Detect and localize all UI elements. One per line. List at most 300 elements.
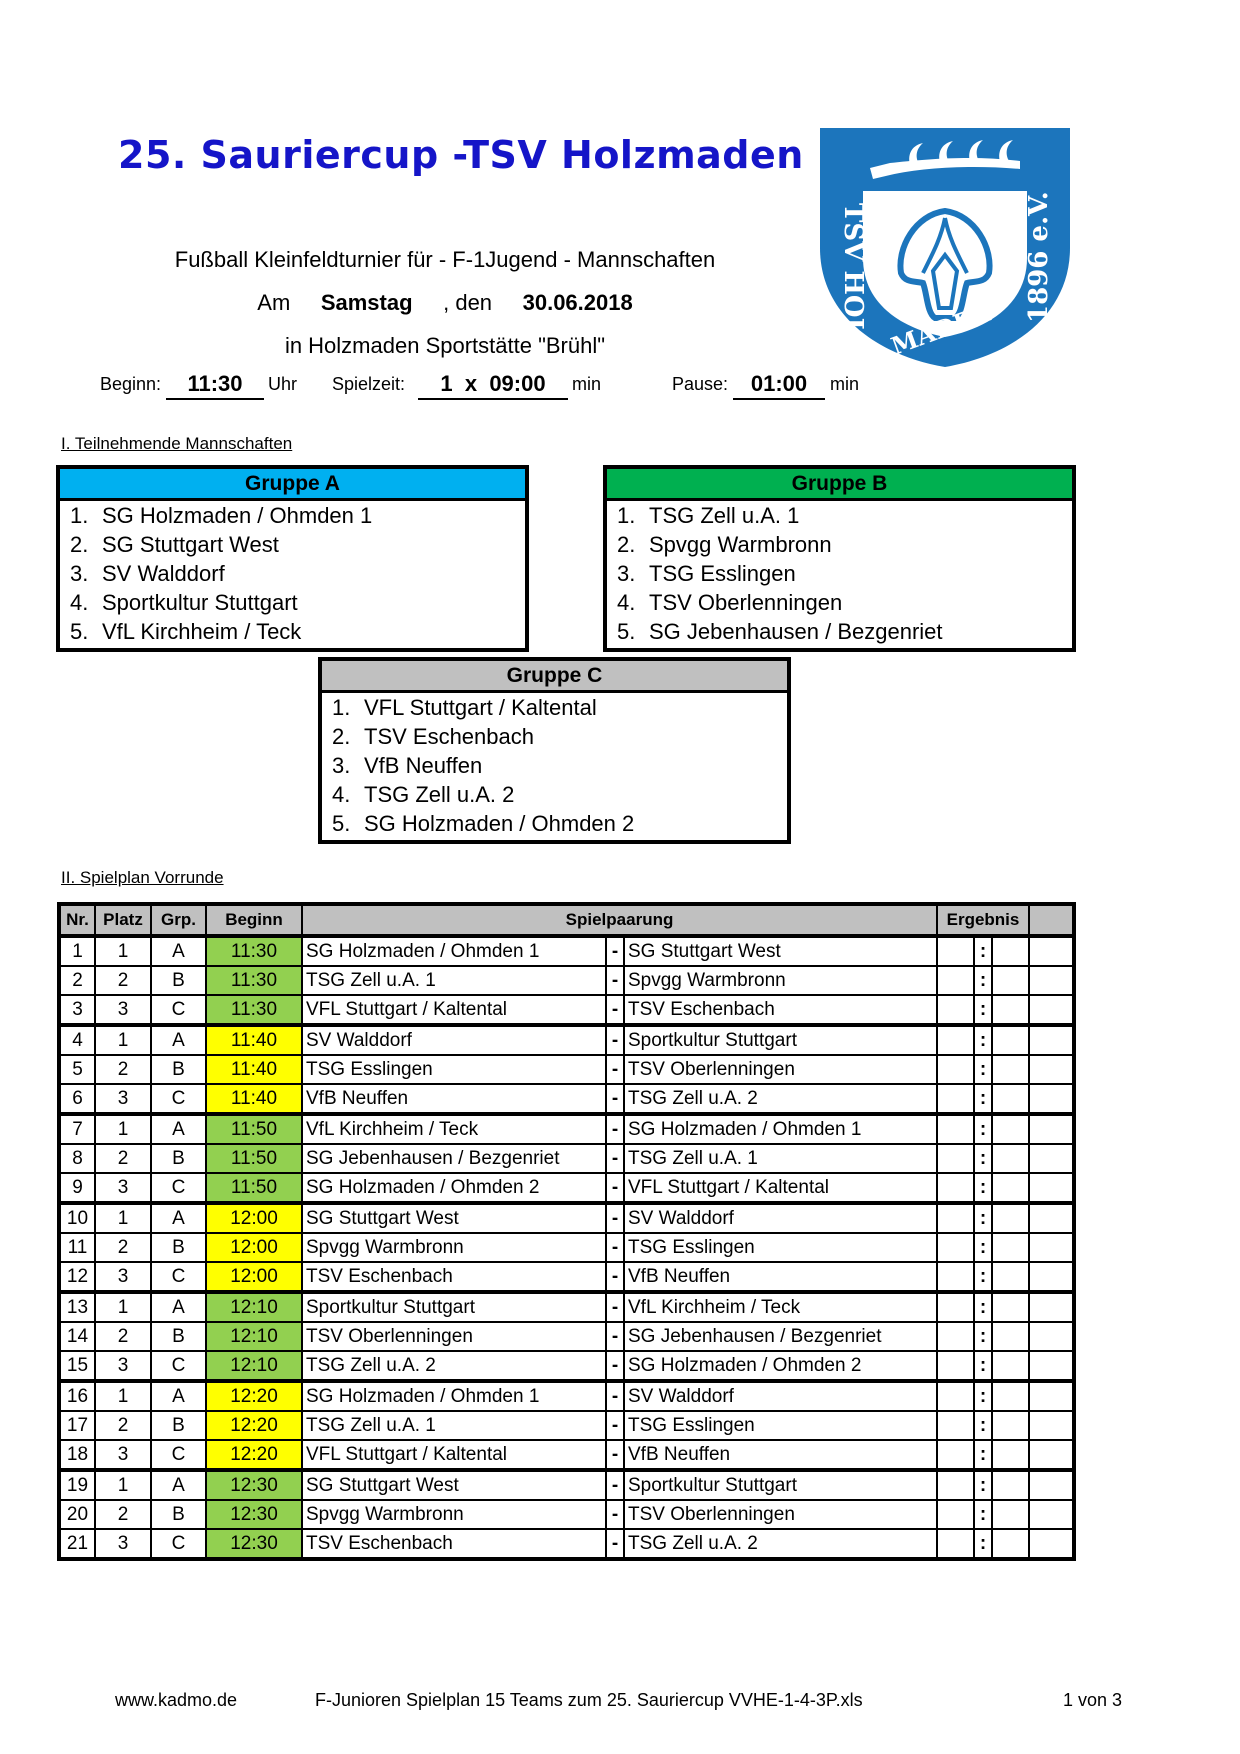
group-letter: C [151, 1173, 206, 1203]
vs-dash: - [606, 1262, 624, 1292]
start-time: 12:20 [206, 1411, 302, 1440]
extra-cell [1029, 1411, 1074, 1440]
group-b-header: Gruppe B [607, 469, 1072, 501]
group-letter: B [151, 966, 206, 995]
col-nr: Nr. [59, 904, 95, 936]
footer-filename: F-Junioren Spielplan 15 Teams zum 25. Sauriercup VVHE-1-4-3P.xls [315, 1690, 863, 1710]
group-letter: A [151, 1381, 206, 1411]
match-number: 4 [59, 1025, 95, 1055]
home-team: VfL Kirchheim / Teck [302, 1114, 606, 1144]
extra-cell [1029, 1055, 1074, 1084]
home-team: TSV Eschenbach [302, 1262, 606, 1292]
col-extra [1029, 904, 1074, 936]
score-colon: : [974, 1114, 992, 1144]
vs-dash: - [606, 1470, 624, 1500]
home-team: TSV Eschenbach [302, 1529, 606, 1559]
away-team: Sportkultur Stuttgart [624, 1470, 937, 1500]
table-row [59, 1025, 1074, 1055]
home-team: TSG Esslingen [302, 1055, 606, 1084]
away-score [992, 1203, 1029, 1233]
away-team: Spvgg Warmbronn [624, 966, 937, 995]
vs-dash: - [606, 995, 624, 1025]
away-team: SV Walddorf [624, 1203, 937, 1233]
home-team: Sportkultur Stuttgart [302, 1292, 606, 1322]
vs-dash: - [606, 1084, 624, 1114]
away-score [992, 1084, 1029, 1114]
start-time: 12:20 [206, 1381, 302, 1411]
field-number: 1 [95, 1381, 151, 1411]
away-team: TSV Eschenbach [624, 995, 937, 1025]
start-time: 12:30 [206, 1470, 302, 1500]
extra-cell [1029, 1233, 1074, 1262]
extra-cell [1029, 1025, 1074, 1055]
home-score [937, 1084, 974, 1114]
group-letter: C [151, 995, 206, 1025]
field-number: 3 [95, 995, 151, 1025]
date-value: 30.06.2018 [522, 290, 633, 315]
table-row [59, 1203, 1074, 1233]
team-list-item: 2. SG Stuttgart West [70, 532, 279, 557]
group-letter: A [151, 1025, 206, 1055]
group-a-box [56, 465, 529, 652]
table-row [59, 1173, 1074, 1203]
home-team: VfB Neuffen [302, 1084, 606, 1114]
vs-dash: - [606, 966, 624, 995]
start-time: 11:40 [206, 1084, 302, 1114]
vs-dash: - [606, 1381, 624, 1411]
extra-cell [1029, 1322, 1074, 1351]
extra-cell [1029, 1262, 1074, 1292]
away-team: SG Jebenhausen / Bezgenriet [624, 1322, 937, 1351]
teams-section-heading: I. Teilnehmende Mannschaften [61, 434, 293, 453]
away-score [992, 936, 1029, 966]
home-score [937, 995, 974, 1025]
match-number: 21 [59, 1529, 95, 1559]
away-team: SG Holzmaden / Ohmden 2 [624, 1351, 937, 1381]
table-row [59, 1381, 1074, 1411]
extra-cell [1029, 1351, 1074, 1381]
home-score [937, 1411, 974, 1440]
vs-dash: - [606, 936, 624, 966]
home-score [937, 936, 974, 966]
table-header-row [59, 904, 1074, 936]
extra-cell [1029, 1173, 1074, 1203]
match-number: 9 [59, 1173, 95, 1203]
field-number: 2 [95, 1055, 151, 1084]
group-letter: C [151, 1351, 206, 1381]
score-colon: : [974, 1233, 992, 1262]
away-team: TSV Oberlenningen [624, 1500, 937, 1529]
group-c-header: Gruppe C [322, 661, 787, 693]
group-letter: C [151, 1084, 206, 1114]
away-score [992, 1262, 1029, 1292]
match-number: 15 [59, 1351, 95, 1381]
start-time: 12:30 [206, 1529, 302, 1559]
vs-dash: - [606, 1173, 624, 1203]
match-number: 14 [59, 1322, 95, 1351]
extra-cell [1029, 1084, 1074, 1114]
svg-text:TSV HOLZ: TSV HOLZ [838, 203, 868, 355]
field-number: 3 [95, 1084, 151, 1114]
table-row [59, 1351, 1074, 1381]
score-colon: : [974, 1025, 992, 1055]
home-score [937, 1381, 974, 1411]
table-row [59, 1262, 1074, 1292]
field-number: 1 [95, 1114, 151, 1144]
field-number: 2 [95, 1144, 151, 1173]
away-score [992, 1055, 1029, 1084]
home-score [937, 1529, 974, 1559]
score-colon: : [974, 1203, 992, 1233]
home-score [937, 1440, 974, 1470]
score-colon: : [974, 1084, 992, 1114]
away-team: Sportkultur Stuttgart [624, 1025, 937, 1055]
away-score [992, 1025, 1029, 1055]
group-letter: B [151, 1055, 206, 1084]
group-a-team-list [60, 501, 525, 646]
start-unit: Uhr [268, 374, 298, 394]
team-list-item: 1. VFL Stuttgart / Kaltental [332, 695, 597, 720]
away-team: TSG Zell u.A. 2 [624, 1084, 937, 1114]
start-value: 11:30 [166, 371, 264, 400]
away-score [992, 1351, 1029, 1381]
away-score [992, 1500, 1029, 1529]
table-row [59, 1411, 1074, 1440]
team-list-item: 3. VfB Neuffen [332, 753, 483, 778]
vs-dash: - [606, 1055, 624, 1084]
group-c-team-list [322, 693, 787, 838]
group-letter: C [151, 1529, 206, 1559]
page-title: 25. Sauriercup -TSV Holzmaden [118, 133, 804, 177]
date-middle: , den [443, 290, 493, 315]
group-letter: B [151, 1144, 206, 1173]
col-result: Ergebnis [937, 904, 1029, 936]
home-score [937, 1470, 974, 1500]
team-list-item: 4. TSV Oberlenningen [617, 590, 843, 615]
start-time: 12:00 [206, 1233, 302, 1262]
home-team: SG Stuttgart West [302, 1470, 606, 1500]
vs-dash: - [606, 1233, 624, 1262]
home-score [937, 1114, 974, 1144]
score-colon: : [974, 1440, 992, 1470]
table-row [59, 966, 1074, 995]
field-number: 2 [95, 1411, 151, 1440]
group-letter: C [151, 1262, 206, 1292]
col-grp: Grp. [151, 904, 206, 936]
team-list-item: 4. Sportkultur Stuttgart [70, 590, 298, 615]
field-number: 2 [95, 966, 151, 995]
extra-cell [1029, 1529, 1074, 1559]
match-number: 11 [59, 1233, 95, 1262]
footer-page-number: 1 von 3 [1063, 1690, 1123, 1710]
extra-cell [1029, 995, 1074, 1025]
team-list-item: 4. TSG Zell u.A. 2 [332, 782, 515, 807]
vs-dash: - [606, 1114, 624, 1144]
venue: in Holzmaden Sportstätte "Brühl" [284, 333, 606, 358]
pause-label: Pause: [672, 374, 729, 394]
home-team: TSG Zell u.A. 1 [302, 1411, 606, 1440]
extra-cell [1029, 1292, 1074, 1322]
away-team: VfB Neuffen [624, 1440, 937, 1470]
score-colon: : [974, 1470, 992, 1500]
match-number: 19 [59, 1470, 95, 1500]
away-score [992, 1322, 1029, 1351]
pause-value: 01:00 [733, 371, 825, 400]
home-score [937, 1500, 974, 1529]
away-score [992, 1144, 1029, 1173]
away-team: TSG Zell u.A. 1 [624, 1144, 937, 1173]
score-colon: : [974, 936, 992, 966]
playtime-value: 1 x 09:00 [418, 371, 568, 400]
away-score [992, 995, 1029, 1025]
start-time: 11:50 [206, 1114, 302, 1144]
team-list-item: 5. VfL Kirchheim / Teck [70, 619, 302, 644]
team-list-item: 1. SG Holzmaden / Ohmden 1 [70, 503, 373, 528]
table-row [59, 1055, 1074, 1084]
away-score [992, 1114, 1029, 1144]
start-time: 12:10 [206, 1292, 302, 1322]
match-number: 10 [59, 1203, 95, 1233]
field-number: 3 [95, 1173, 151, 1203]
extra-cell [1029, 1144, 1074, 1173]
field-number: 2 [95, 1322, 151, 1351]
playtime-unit: min [572, 374, 602, 394]
schedule-body [59, 936, 1074, 1559]
field-number: 3 [95, 1440, 151, 1470]
extra-cell [1029, 1114, 1074, 1144]
field-number: 1 [95, 936, 151, 966]
home-team: Spvgg Warmbronn [302, 1500, 606, 1529]
group-letter: A [151, 1292, 206, 1322]
home-team: Spvgg Warmbronn [302, 1233, 606, 1262]
away-team: SG Stuttgart West [624, 936, 937, 966]
col-beginn: Beginn [206, 904, 302, 936]
field-number: 2 [95, 1500, 151, 1529]
start-time: 11:30 [206, 995, 302, 1025]
score-colon: : [974, 1529, 992, 1559]
away-score [992, 966, 1029, 995]
weekday: Samstag [320, 290, 413, 315]
table-row [59, 1114, 1074, 1144]
match-number: 18 [59, 1440, 95, 1470]
home-team: SG Stuttgart West [302, 1203, 606, 1233]
field-number: 1 [95, 1203, 151, 1233]
home-score [937, 1203, 974, 1233]
extra-cell [1029, 936, 1074, 966]
team-list-item: 3. TSG Esslingen [617, 561, 796, 586]
away-team: TSG Esslingen [624, 1411, 937, 1440]
group-letter: A [151, 1203, 206, 1233]
group-c-box [318, 657, 791, 844]
table-row [59, 1322, 1074, 1351]
extra-cell [1029, 1500, 1074, 1529]
start-time: 11:40 [206, 1025, 302, 1055]
home-team: SG Holzmaden / Ohmden 1 [302, 936, 606, 966]
footer-website: www.kadmo.de [115, 1690, 238, 1710]
extra-cell [1029, 966, 1074, 995]
score-colon: : [974, 1292, 992, 1322]
field-number: 3 [95, 1351, 151, 1381]
score-colon: : [974, 995, 992, 1025]
away-team: SG Holzmaden / Ohmden 1 [624, 1114, 937, 1144]
home-team: SG Holzmaden / Ohmden 2 [302, 1173, 606, 1203]
table-row [59, 1233, 1074, 1262]
away-score [992, 1173, 1029, 1203]
team-list-item: 5. SG Holzmaden / Ohmden 2 [332, 811, 635, 836]
away-team: VFL Stuttgart / Kaltental [624, 1173, 937, 1203]
away-team: TSG Esslingen [624, 1233, 937, 1262]
svg-text:1896 e.V.: 1896 e.V. [1024, 191, 1054, 323]
table-row [59, 1084, 1074, 1114]
home-score [937, 1351, 974, 1381]
score-colon: : [974, 1381, 992, 1411]
table-row [59, 1470, 1074, 1500]
score-colon: : [974, 1173, 992, 1203]
vs-dash: - [606, 1144, 624, 1173]
vs-dash: - [606, 1500, 624, 1529]
field-number: 3 [95, 1529, 151, 1559]
vs-dash: - [606, 1203, 624, 1233]
date-line [100, 290, 790, 316]
date-prefix: Am [257, 290, 291, 315]
start-time: 12:30 [206, 1500, 302, 1529]
home-score [937, 1025, 974, 1055]
team-list-item: 1. TSG Zell u.A. 1 [617, 503, 800, 528]
extra-cell [1029, 1440, 1074, 1470]
extra-cell [1029, 1381, 1074, 1411]
field-number: 2 [95, 1233, 151, 1262]
vs-dash: - [606, 1351, 624, 1381]
start-time: 12:10 [206, 1322, 302, 1351]
away-team: TSV Oberlenningen [624, 1055, 937, 1084]
vs-dash: - [606, 1411, 624, 1440]
home-team: TSG Zell u.A. 1 [302, 966, 606, 995]
score-colon: : [974, 1144, 992, 1173]
score-colon: : [974, 1411, 992, 1440]
home-team: SG Holzmaden / Ohmden 1 [302, 1381, 606, 1411]
team-list-item: 3. SV Walddorf [70, 561, 225, 586]
match-number: 8 [59, 1144, 95, 1173]
playtime-label: Spielzeit: [332, 374, 406, 394]
group-b-team-list [607, 501, 1072, 646]
away-team: VfL Kirchheim / Teck [624, 1292, 937, 1322]
score-colon: : [974, 1351, 992, 1381]
start-time: 11:50 [206, 1173, 302, 1203]
extra-cell [1029, 1203, 1074, 1233]
vs-dash: - [606, 1529, 624, 1559]
home-score [937, 1322, 974, 1351]
match-number: 13 [59, 1292, 95, 1322]
pause-unit: min [830, 374, 860, 394]
start-time: 12:20 [206, 1440, 302, 1470]
field-number: 3 [95, 1262, 151, 1292]
table-row [59, 1529, 1074, 1559]
team-list-item: 2. TSV Eschenbach [332, 724, 534, 749]
table-row [59, 1292, 1074, 1322]
table-row [59, 995, 1074, 1025]
start-time: 12:00 [206, 1203, 302, 1233]
match-number: 20 [59, 1500, 95, 1529]
match-number: 16 [59, 1381, 95, 1411]
match-number: 17 [59, 1411, 95, 1440]
table-row [59, 1500, 1074, 1529]
group-letter: B [151, 1233, 206, 1262]
score-colon: : [974, 1322, 992, 1351]
vs-dash: - [606, 1322, 624, 1351]
start-time: 12:00 [206, 1262, 302, 1292]
table-row [59, 1144, 1074, 1173]
group-letter: A [151, 1114, 206, 1144]
away-team: TSG Zell u.A. 2 [624, 1529, 937, 1559]
away-score [992, 1411, 1029, 1440]
home-team: SV Walddorf [302, 1025, 606, 1055]
match-number: 3 [59, 995, 95, 1025]
field-number: 1 [95, 1470, 151, 1500]
away-score [992, 1233, 1029, 1262]
away-score [992, 1440, 1029, 1470]
subtitle: Fußball Kleinfeldturnier für - F-1Jugend - Mannschaften [174, 247, 716, 272]
start-time: 11:30 [206, 966, 302, 995]
home-team: VFL Stuttgart / Kaltental [302, 995, 606, 1025]
vs-dash: - [606, 1292, 624, 1322]
group-letter: A [151, 1470, 206, 1500]
schedule-table [57, 902, 1076, 1561]
start-label: Beginn: [100, 374, 162, 394]
col-pairing: Spielpaarung [302, 904, 937, 936]
away-team: VfB Neuffen [624, 1262, 937, 1292]
group-letter: A [151, 936, 206, 966]
start-time: 11:50 [206, 1144, 302, 1173]
away-team: SV Walddorf [624, 1381, 937, 1411]
group-b-box [603, 465, 1076, 652]
table-row [59, 1440, 1074, 1470]
score-colon: : [974, 1262, 992, 1292]
field-number: 1 [95, 1025, 151, 1055]
match-number: 7 [59, 1114, 95, 1144]
home-team: VFL Stuttgart / Kaltental [302, 1440, 606, 1470]
table-row [59, 936, 1074, 966]
home-score [937, 1144, 974, 1173]
home-score [937, 1173, 974, 1203]
match-number: 12 [59, 1262, 95, 1292]
away-score [992, 1529, 1029, 1559]
match-number: 1 [59, 936, 95, 966]
team-list-item: 5. SG Jebenhausen / Bezgenriet [617, 619, 943, 644]
extra-cell [1029, 1470, 1074, 1500]
home-team: SG Jebenhausen / Bezgenriet [302, 1144, 606, 1173]
home-score [937, 1055, 974, 1084]
schedule-section-heading: II. Spielplan Vorrunde [61, 868, 224, 887]
start-time: 11:30 [206, 936, 302, 966]
home-score [937, 1292, 974, 1322]
col-platz: Platz [95, 904, 151, 936]
score-colon: : [974, 1055, 992, 1084]
home-team: TSG Zell u.A. 2 [302, 1351, 606, 1381]
score-colon: : [974, 1500, 992, 1529]
group-letter: B [151, 1411, 206, 1440]
home-score [937, 1262, 974, 1292]
score-colon: : [974, 966, 992, 995]
group-a-header: Gruppe A [60, 469, 525, 501]
group-letter: B [151, 1500, 206, 1529]
away-score [992, 1470, 1029, 1500]
home-team: TSV Oberlenningen [302, 1322, 606, 1351]
match-number: 5 [59, 1055, 95, 1084]
vs-dash: - [606, 1440, 624, 1470]
team-list-item: 2. Spvgg Warmbronn [617, 532, 832, 557]
group-letter: C [151, 1440, 206, 1470]
group-letter: B [151, 1322, 206, 1351]
